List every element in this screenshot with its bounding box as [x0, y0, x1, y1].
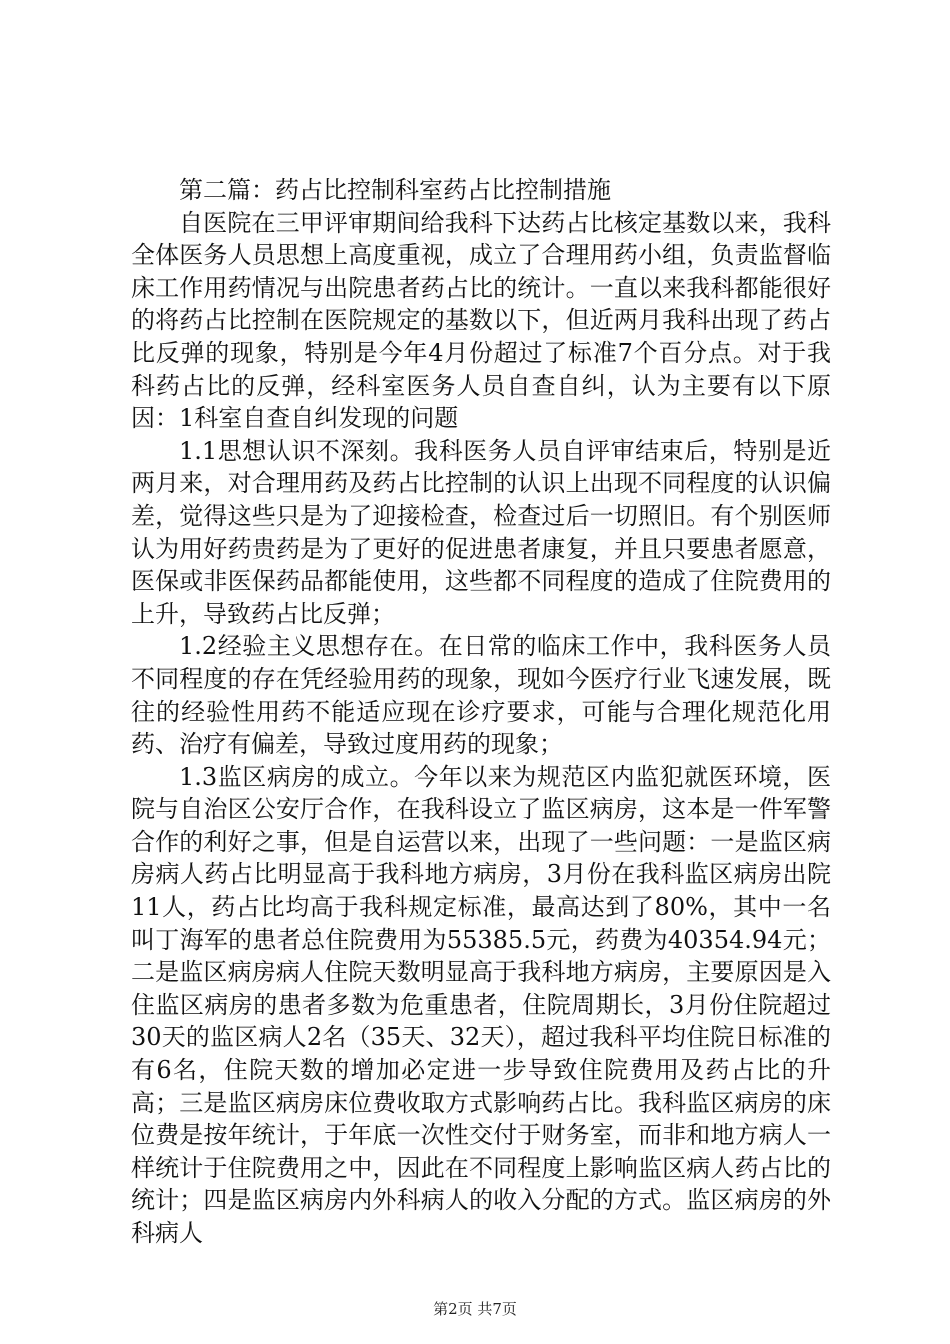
paragraph-1-1: 1.1思想认识不深刻。我科医务人员自评审结束后，特别是近两月来，对合理用药及药占比控制的认识上出现不同程度的认识偏差，觉得这些只是为了迎接检查，检查过后一切照旧。有个别医师认为用好药贵药是为了更好的促进患者康复，并且只要患者愿意，医保或非医保药品都能使用，这些都不同程度的造成了住院费用的上升，导致药占比反弹；: [131, 436, 831, 628]
paragraph-1-3: 1.3监区病房的成立。今年以来为规范区内监犯就医环境，医院与自治区公安厅合作，在我科设立了监区病房，这本是一件军警合作的利好之事，但是自运营以来，出现了一些问题：一是监区病房病人药占比明显高于我科地方病房，3月份在我科监区病房出院11人，药占比均高于我科规定标准，最高达到了80%，其中一名叫丁海军的患者总住院费用为55385.5元，药费为40354.94元；二是监区病房病人住院天数明显高于我科地方病房，主要原因是入住监区病房的患者多数为危重患者，住院周期长，3月份住院超过30天的监区病人2名（35天、32天），超过我科平均住院日标准的有6名，住院天数的增加必定进一步导致住院费用及药占比的升高；三是监区病房床位费收取方式影响药占比。我科监区病房的床位费是按年统计，于年底一次性交付于财务室，而非和地方病人一样统计于住院费用之中，因此在不同程度上影响监区病人药占比的统计；四是监区病房内外科病人的收入分配的方式。监区病房的外科病人: [131, 762, 831, 1247]
section-heading: 第二篇：药占比控制科室药占比控制措施: [179, 176, 611, 204]
page-footer: 第2页 共7页: [433, 1300, 517, 1318]
document-body: [131, 174, 831, 1250]
paragraph-intro: 自医院在三甲评审期间给我科下达药占比核定基数以来，我科全体医务人员思想上高度重视，成立了合理用药小组，负责监督临床工作用药情况与出院患者药占比的统计。一直以来我科都能很好的将药占比控制在医院规定的基数以下，但近两月我科出现了药占比反弹的现象，特别是今年4月份超过了标准7个百分点。对于我科药占比的反弹，经科室医务人员自查自纠，认为主要有以下原因：1科室自查自纠发现的问题: [131, 208, 831, 433]
paragraph-1-2: 1.2经验主义思想存在。在日常的临床工作中，我科医务人员不同程度的存在凭经验用药的现象，现如今医疗行业飞速发展，既往的经验性用药不能适应现在诊疗要求，可能与合理化规范化用药、治疗有偏差，导致过度用药的现象；: [131, 632, 831, 759]
